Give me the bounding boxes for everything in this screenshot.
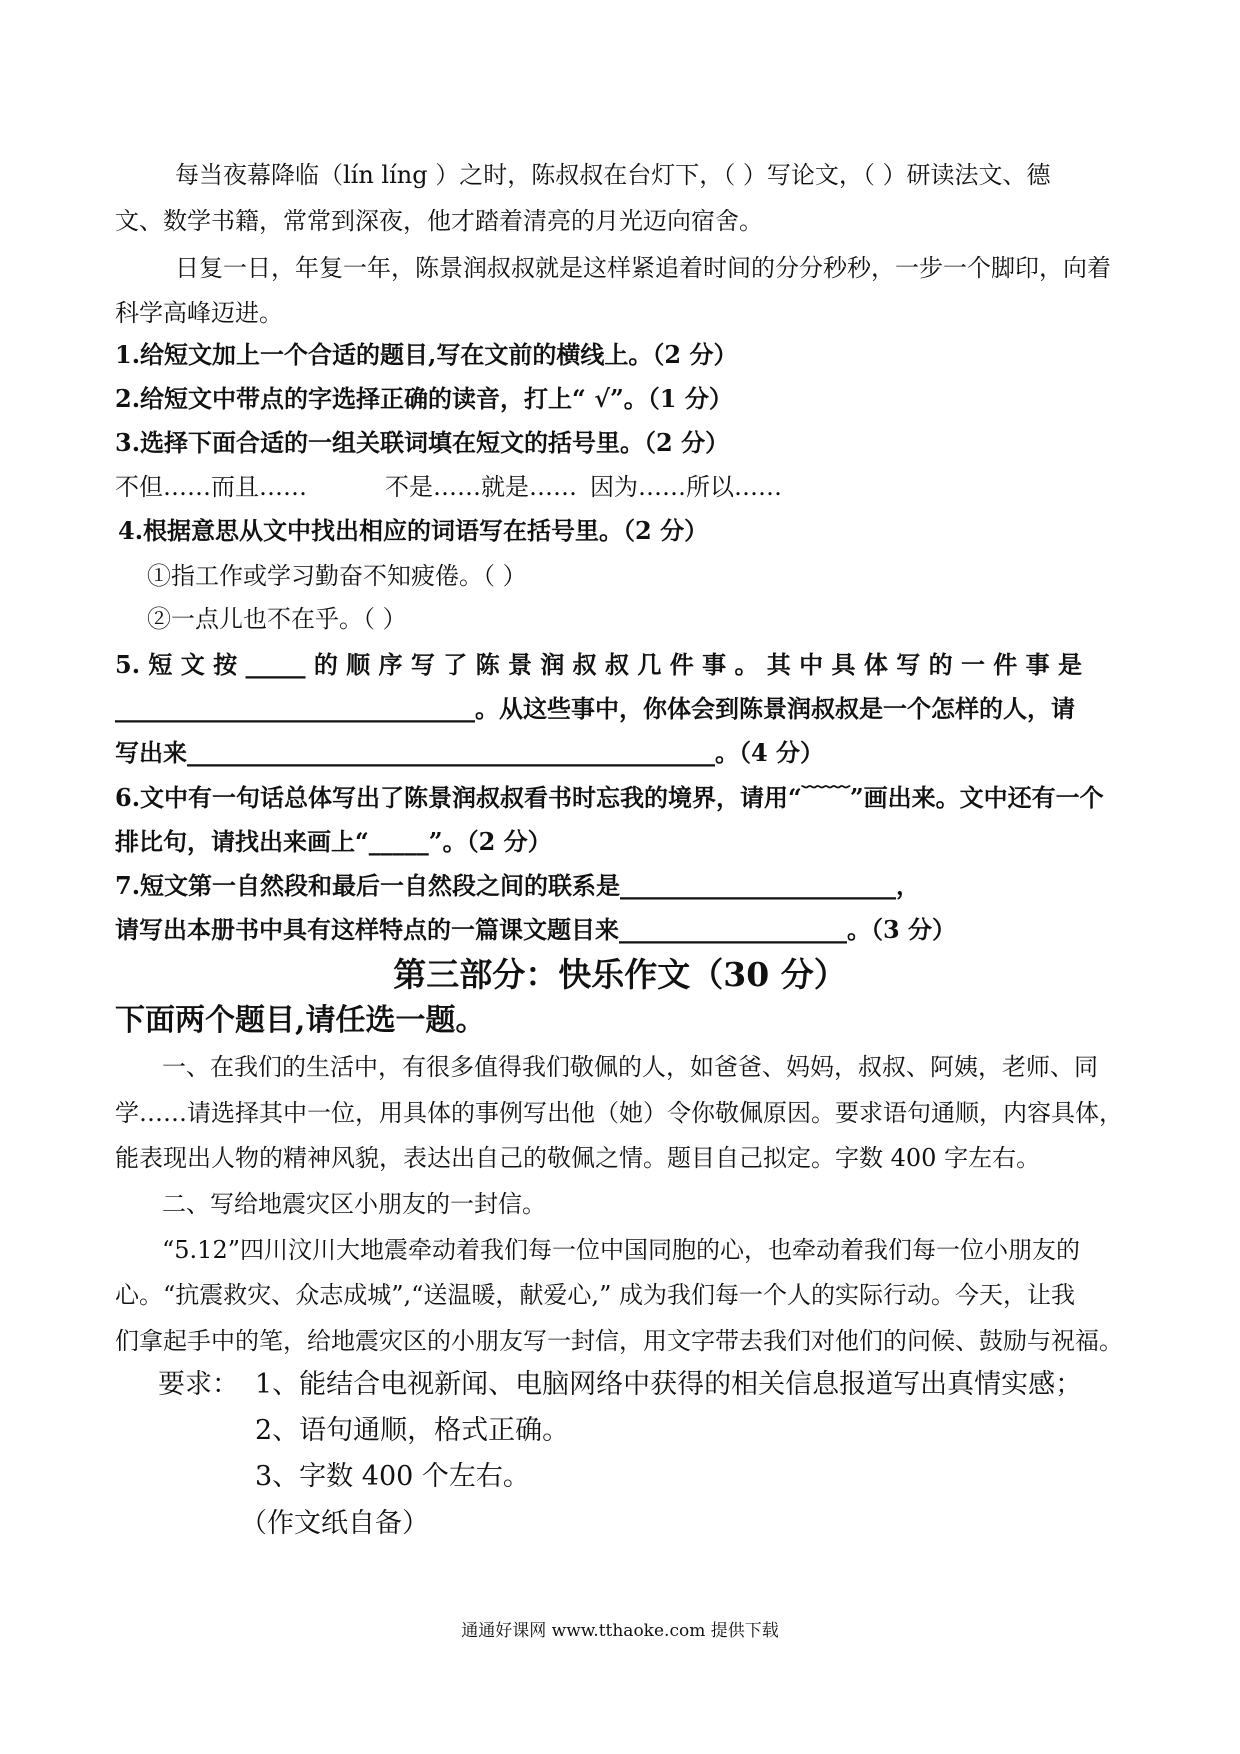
composition-paper-note: （作文纸自备） xyxy=(240,1508,429,1539)
requirement-2: 2、语句通顺，格式正确。 xyxy=(255,1415,570,1446)
topic-1-line-1: 一、在我们的生活中，有很多值得我们敬佩的人，如爸爸、妈妈，叔叔、阿姨，老师、同 xyxy=(162,1053,1098,1081)
question-1: 1.给短文加上一个合适的题目,写在文前的横线上。（2 分） xyxy=(115,340,738,369)
question-6-line-2: 排比句，请找出来画上“_____”。（2 分） xyxy=(115,827,552,856)
question-6-line-1: 6.文中有一句话总体写出了陈景润叔叔看书时忘我的境界，请用“﹋﹋”画出来。文中还有一个 xyxy=(115,783,1104,812)
question-5-line-1: 5. 短 文 按 _____ 的 顺 序 写 了 陈 景 润 叔 叔 几 件 事 。 其 中 具 体 写 的 一 件 事 是 xyxy=(115,650,1083,679)
q4-item-2: ②一点儿也不在乎。（ ） xyxy=(147,605,407,633)
passage-paragraph-1-line-1: 每当夜幕降临（lín líng ）之时，陈叔叔在台灯下，（ ）写论文，（ ）研读法文、德 xyxy=(175,161,1051,189)
topic-2-line-2: 心。“抗震救灾、众志成城”,“送温暖，献爱心,” 成为我们每一个人的实际行动。今天，让我 xyxy=(115,1281,1075,1309)
footer-source: 通通好课网 www.tthaoke.com 提供下载 xyxy=(461,1621,779,1641)
topic-2-title: 二、写给地震灾区小朋友的一封信。 xyxy=(162,1190,546,1218)
q3-option-2: 不是……就是…… xyxy=(385,473,577,501)
question-2: 2.给短文中带点的字选择正确的读音，打上“ √”。（1 分） xyxy=(115,384,733,413)
question-5-line-2: ______________________________。从这些事中，你体会到陈景润叔叔是一个怎样的人，请 xyxy=(115,694,1075,723)
question-7-line-1: 7.短文第一自然段和最后一自然段之间的联系是_______________________， xyxy=(115,871,921,900)
passage-paragraph-2-line-1: 日复一日，年复一年，陈景润叔叔就是这样紧追着时间的分分秒秒，一步一个脚印，向着 xyxy=(175,254,1111,282)
question-5-line-3: 写出来____________________________________________。（4 分） xyxy=(115,738,825,767)
question-3: 3.选择下面合适的一组关联词填在短文的括号里。（2 分） xyxy=(115,428,730,457)
question-4: 4.根据意思从文中找出相应的词语写在括号里。（2 分） xyxy=(118,516,709,545)
section-3-title: 第三部分：快乐作文（30 分） xyxy=(393,955,847,994)
q3-option-3: 因为……所以…… xyxy=(590,473,782,501)
requirements-label: 要求： xyxy=(158,1369,239,1400)
section-3-instruction: 下面两个题目,请任选一题。 xyxy=(115,1003,486,1038)
q3-option-1: 不但……而且…… xyxy=(115,473,307,501)
question-7-line-2: 请写出本册书中具有这样特点的一篇课文题目来___________________。（3 分） xyxy=(115,915,957,944)
passage-paragraph-2-line-2: 科学高峰迈进。 xyxy=(115,299,283,327)
topic-2-line-3: 们拿起手中的笔，给地震灾区的小朋友写一封信，用文字带去我们对他们的问候、鼓励与祝福。 xyxy=(115,1327,1123,1355)
topic-1-line-3: 能表现出人物的精神风貌，表达出自己的敬佩之情。题目自己拟定。字数 400 字左右。 xyxy=(115,1144,1041,1172)
requirement-1: 1、能结合电视新闻、电脑网络中获得的相关信息报道写出真情实感； xyxy=(255,1369,1083,1400)
topic-1-line-2: 学……请选择其中一位，用具体的事例写出他（她）令你敬佩原因。要求语句通顺，内容具体， xyxy=(115,1099,1123,1127)
topic-2-line-1: “5.12”四川汶川大地震牵动着我们每一位中国同胞的心，也牵动着我们每一位小朋友的 xyxy=(162,1236,1080,1264)
q4-item-1: ①指工作或学习勤奋不知疲倦。（ ） xyxy=(147,562,527,590)
passage-paragraph-1-line-2: 文、数学书籍，常常到深夜，他才踏着清亮的月光迈向宿舍。 xyxy=(115,207,763,235)
requirement-3: 3、字数 400 个左右。 xyxy=(255,1461,530,1492)
